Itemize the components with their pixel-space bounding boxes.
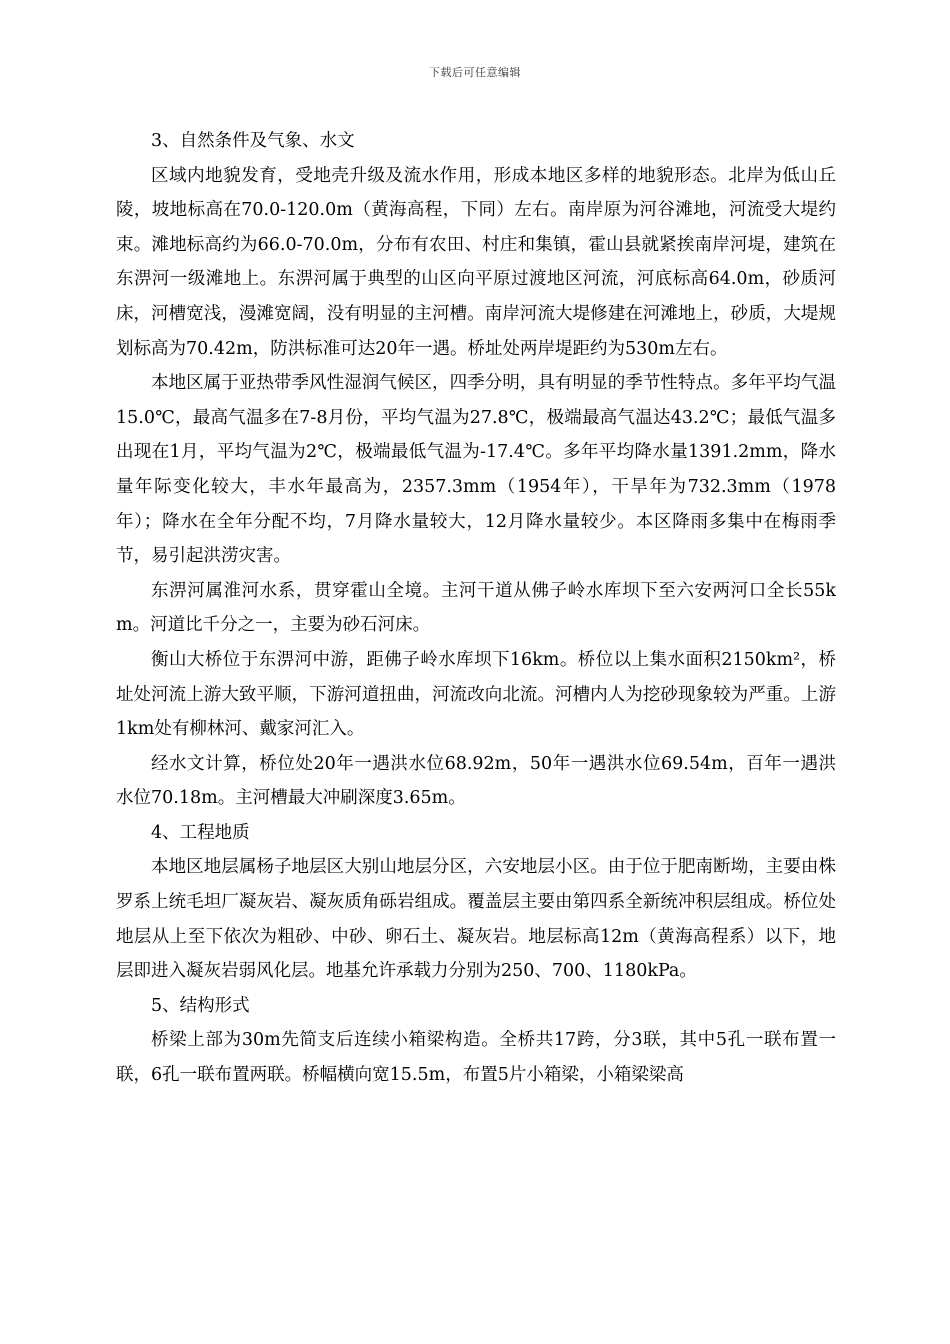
paragraph-hydrology-calc: 经水文计算，桥位处20年一遇洪水位68.92m，50年一遇洪水位69.54m，百年一遇洪水位70.18m。主河槽最大冲刷深度3.65m。 [116, 753, 836, 809]
paragraph-landform: 区域内地貌发育，受地壳升级及流水作用，形成本地区多样的地貌形态。北岸为低山丘陵，坡地标高在70.0-120.0m（黄海高程，下同）左右。南岸原为河谷滩地，河流受大堤约束。滩地标高约为66.0-70.0m，分布有农田、村庄和集镇，霍山县就紧挨南岸河堤，建筑在东淠河一级滩地上。东淠河属于典型的山区向平原过渡地区河流，河底标高64.0m，砂质河床，河槽宽浅，漫滩宽阔，没有明显的主河槽。南岸河流大堤修建在河滩地上，砂质，大堤规划标高为70.42m，防洪标准可达20年一遇。桥址处两岸堤距约为530m左右。 [116, 165, 836, 359]
section-heading-structure: 5、结构形式 [151, 995, 250, 1016]
header-note: 下载后可任意编辑 [429, 66, 521, 79]
paragraph-geology: 本地区地层属杨子地层区大别山地层分区，六安地层小区。由于位于肥南断坳，主要由株罗系上统毛坦厂凝灰岩、凝灰质角砾岩组成。覆盖层主要由第四系全新统冲积层组成。桥位处地层从上至下依次为粗砂、中砂、卵石土、凝灰岩。地层标高12m（黄海高程系）以下，地层即进入凝灰岩弱风化层。地基允许承载力分别为250、700、1180kPa。 [116, 857, 836, 982]
section-heading-geology: 4、工程地质 [151, 822, 250, 843]
paragraph-structure: 桥梁上部为30m先简支后连续小箱梁构造。全桥共17跨，分3联，其中5孔一联布置一联，6孔一联布置两联。桥幅横向宽15.5m，布置5片小箱梁，小箱梁梁高 [116, 1030, 836, 1086]
section-heading-natural-conditions: 3、自然条件及气象、水文 [151, 131, 355, 151]
paragraph-river-system: 东淠河属淮河水系，贯穿霍山全境。主河干道从佛子岭水库坝下至六安两河口全长55km。河道比千分之一，主要为砂石河床。 [116, 580, 836, 636]
document-body [116, 124, 836, 1093]
paragraph-bridge-location: 衡山大桥位于东淠河中游，距佛子岭水库坝下16km。桥位以上集水面积2150km²，桥址处河流上游大致平顺，下游河道扭曲，河流改向北流。河槽内人为挖砂现象较为严重。上游1km处有柳林河、戴家河汇入。 [116, 649, 836, 740]
paragraph-climate: 本地区属于亚热带季风性湿润气候区，四季分明，具有明显的季节性特点。多年平均气温15.0℃，最高气温多在7-8月份，平均气温为27.8℃，极端最高气温达43.2℃；最低气温多出现在1月，平均气温为2℃，极端最低气温为-17.4℃。多年平均降水量1391.2mm，降水量年际变化较大，丰水年最高为，2357.3mm（1954年），干旱年为732.3mm（1978年）；降水在全年分配不均，7月降水量较大，12月降水量较少。本区降雨多集中在梅雨季节，易引起洪涝灾害。 [116, 373, 836, 567]
